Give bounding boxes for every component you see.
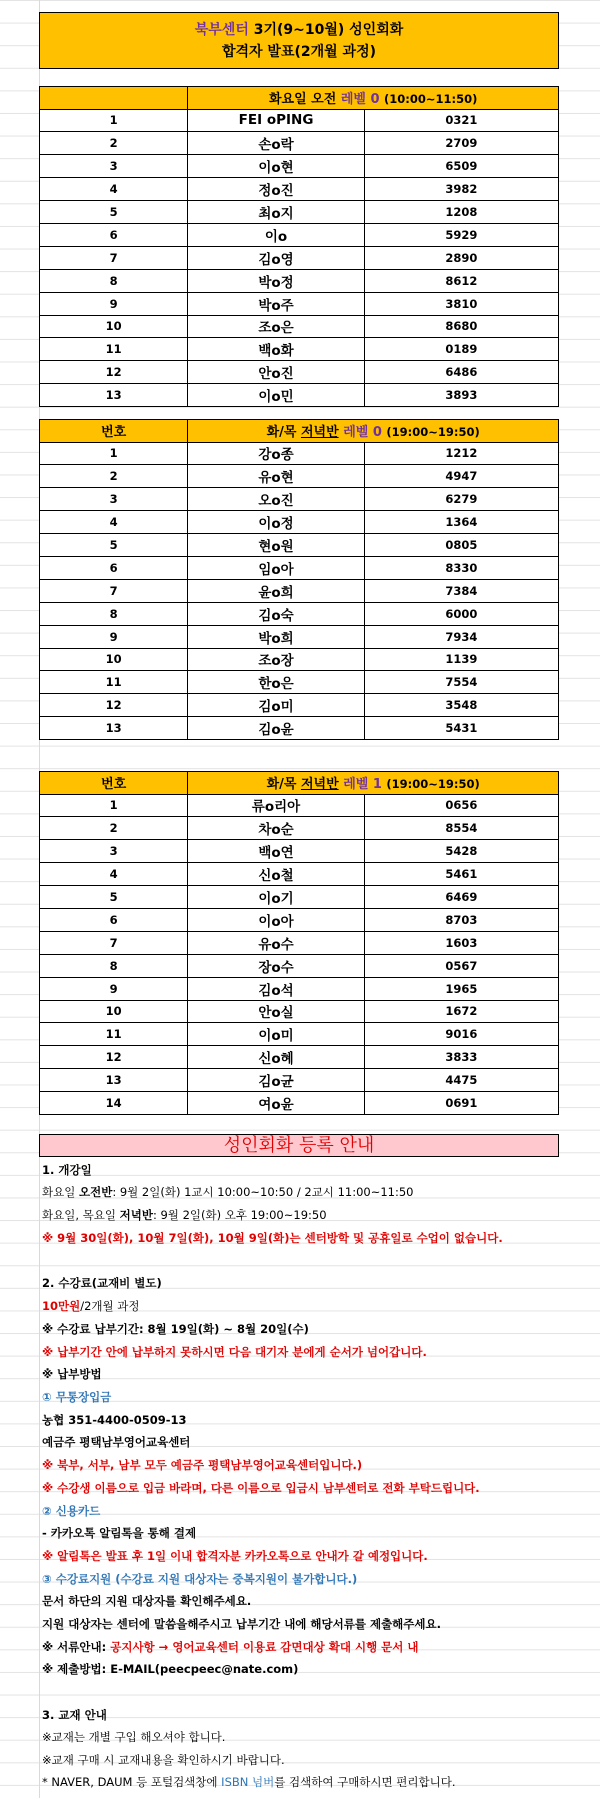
row-code: 0321 bbox=[364, 109, 558, 132]
row-code: 6509 bbox=[364, 155, 558, 178]
row-name: 박o희 bbox=[188, 625, 364, 648]
header-number: 번호 bbox=[40, 420, 188, 443]
row-code: 6000 bbox=[364, 602, 558, 625]
row-code: 1672 bbox=[364, 1000, 558, 1023]
table-row bbox=[40, 384, 559, 407]
table-row bbox=[40, 556, 559, 579]
table-row bbox=[40, 794, 559, 817]
table-row bbox=[40, 315, 559, 338]
table-row bbox=[40, 602, 559, 625]
row-name: 오o진 bbox=[188, 488, 364, 511]
row-number: 1 bbox=[40, 109, 188, 132]
row-number: 13 bbox=[40, 384, 188, 407]
row-name: 정o진 bbox=[188, 178, 364, 201]
table-row bbox=[40, 908, 559, 931]
row-number: 7 bbox=[40, 931, 188, 954]
s2-kakao: - 카카오톡 알림톡을 통해 결제 bbox=[42, 1526, 197, 1540]
row-number: 5 bbox=[40, 886, 188, 909]
table-row bbox=[40, 269, 559, 292]
registration-guide-title: 성인회화 등록 안내 bbox=[39, 1134, 559, 1157]
row-number: 2 bbox=[40, 465, 188, 488]
s2-holder: 예금주 평택남부영어교육센터 bbox=[42, 1435, 191, 1449]
row-name: FEI oPING bbox=[188, 109, 364, 132]
row-name: 이o bbox=[188, 223, 364, 246]
s2-email: ※ 제출방법: E-MAIL(peecpeec@nate.com) bbox=[42, 1662, 299, 1676]
row-code: 0805 bbox=[364, 534, 558, 557]
row-name: 이o정 bbox=[188, 511, 364, 534]
table-row bbox=[40, 109, 559, 132]
row-number: 5 bbox=[40, 201, 188, 224]
row-code: 8330 bbox=[364, 556, 558, 579]
row-number: 14 bbox=[40, 1092, 188, 1115]
row-number: 5 bbox=[40, 534, 188, 557]
row-number: 11 bbox=[40, 671, 188, 694]
row-name: 한o은 bbox=[188, 671, 364, 694]
s1-line1: 화요일 오전반: 9월 2일(화) 1교시 10:00~10:50 / 2교시 11:00~11:50 bbox=[42, 1185, 414, 1199]
row-number: 3 bbox=[40, 488, 188, 511]
row-name: 안o실 bbox=[188, 1000, 364, 1023]
row-name: 이o아 bbox=[188, 908, 364, 931]
row-name: 백o화 bbox=[188, 338, 364, 361]
table-row bbox=[40, 1000, 559, 1023]
row-name: 김o석 bbox=[188, 977, 364, 1000]
row-code: 0691 bbox=[364, 1092, 558, 1115]
row-code: 5428 bbox=[364, 840, 558, 863]
row-number: 9 bbox=[40, 625, 188, 648]
table-row bbox=[40, 840, 559, 863]
row-number: 3 bbox=[40, 155, 188, 178]
title-line2: 합격자 발표(2개월 과정) bbox=[221, 44, 376, 60]
header-class: 화요일 오전 레벨 0 (10:00~11:50) bbox=[188, 87, 559, 110]
results-table-tue-morning bbox=[39, 86, 559, 407]
s2-doc: 문서 하단의 지원 대상자를 확인해주세요. bbox=[42, 1594, 252, 1608]
row-name: 신o혜 bbox=[188, 1046, 364, 1069]
row-code: 1212 bbox=[364, 442, 558, 465]
header-number: 번호 bbox=[40, 772, 188, 795]
row-code: 8554 bbox=[364, 817, 558, 840]
row-name: 김o숙 bbox=[188, 602, 364, 625]
table-row bbox=[40, 579, 559, 602]
row-name: 박o정 bbox=[188, 269, 364, 292]
row-name: 조o장 bbox=[188, 648, 364, 671]
row-code: 0189 bbox=[364, 338, 558, 361]
row-code: 7384 bbox=[364, 579, 558, 602]
row-number: 7 bbox=[40, 246, 188, 269]
s2-method-support: ③ 수강료지원 (수강료 지원 대상자는 중복지원이 불가합니다.) bbox=[42, 1572, 358, 1586]
row-name: 최o지 bbox=[188, 201, 364, 224]
row-name: 조o은 bbox=[188, 315, 364, 338]
table-body bbox=[40, 109, 559, 407]
table-row bbox=[40, 201, 559, 224]
row-number: 2 bbox=[40, 132, 188, 155]
row-name: 유o수 bbox=[188, 931, 364, 954]
s2-fee: 10만원/2개월 과정 bbox=[42, 1299, 140, 1313]
table-row bbox=[40, 977, 559, 1000]
table-row bbox=[40, 178, 559, 201]
row-number: 8 bbox=[40, 954, 188, 977]
table-row bbox=[40, 534, 559, 557]
table-row bbox=[40, 671, 559, 694]
s2-method-bank: ① 무통장입금 bbox=[42, 1390, 112, 1404]
results-table-evening-level1 bbox=[39, 771, 559, 1115]
row-code: 7554 bbox=[364, 671, 558, 694]
table-row bbox=[40, 246, 559, 269]
row-number: 2 bbox=[40, 817, 188, 840]
row-name: 여o윤 bbox=[188, 1092, 364, 1115]
table-row bbox=[40, 511, 559, 534]
s2-doc-guide: ※ 서류안내: 공지사항 → 영어교육센터 이용료 감면대상 확대 시행 문서 내 bbox=[42, 1640, 419, 1654]
section3-title: 3. 교재 안내 bbox=[42, 1708, 107, 1722]
row-code: 5461 bbox=[364, 863, 558, 886]
row-code: 3982 bbox=[364, 178, 558, 201]
s2-note1: ※ 북부, 서부, 남부 모두 예금주 평택남부영어교육센터입니다.) bbox=[42, 1458, 363, 1472]
row-name: 김o영 bbox=[188, 246, 364, 269]
s2-period: ※ 수강료 납부기간: 8월 19일(화) ~ 8월 20일(수) bbox=[42, 1322, 309, 1336]
table-row bbox=[40, 717, 559, 740]
row-code: 8612 bbox=[364, 269, 558, 292]
table-row bbox=[40, 863, 559, 886]
table-body bbox=[40, 794, 559, 1114]
table-row bbox=[40, 931, 559, 954]
row-code: 2890 bbox=[364, 246, 558, 269]
row-number: 13 bbox=[40, 1069, 188, 1092]
announcement-title bbox=[39, 12, 559, 69]
s2-warning: ※ 납부기간 안에 납부하지 못하시면 다음 대기자 분에게 순서가 넘어갑니다. bbox=[42, 1345, 427, 1359]
s2-account: 농협 351-4400-0509-13 bbox=[42, 1413, 187, 1427]
table-row bbox=[40, 155, 559, 178]
table-row bbox=[40, 648, 559, 671]
row-code: 9016 bbox=[364, 1023, 558, 1046]
s2-submit: 지원 대상자는 센터에 말씀을해주시고 납부기간 내에 해당서류를 제출해주세요. bbox=[42, 1617, 441, 1631]
table-row bbox=[40, 886, 559, 909]
s3-line1: ※교재는 개별 구입 해오셔야 합니다. bbox=[42, 1730, 226, 1744]
row-name: 류o리아 bbox=[188, 794, 364, 817]
row-code: 5431 bbox=[364, 717, 558, 740]
row-code: 5929 bbox=[364, 223, 558, 246]
s2-method: ※ 납부방법 bbox=[42, 1367, 102, 1381]
row-name: 손o락 bbox=[188, 132, 364, 155]
row-name: 이o현 bbox=[188, 155, 364, 178]
row-code: 6469 bbox=[364, 886, 558, 909]
s2-note2: ※ 수강생 이름으로 입금 바라며, 다른 이름으로 입금시 남부센터로 전화 부탁드립니다. bbox=[42, 1481, 480, 1495]
table-row bbox=[40, 465, 559, 488]
row-number: 12 bbox=[40, 361, 188, 384]
row-name: 이o미 bbox=[188, 1023, 364, 1046]
s2-note3: ※ 알림톡은 발표 후 1일 이내 합격자분 카카오톡으로 안내가 갈 예정입니다. bbox=[42, 1549, 428, 1563]
row-name: 강o종 bbox=[188, 442, 364, 465]
row-name: 유o현 bbox=[188, 465, 364, 488]
row-code: 2709 bbox=[364, 132, 558, 155]
header-class: 화/목 저녁반 레벨 0 (19:00~19:50) bbox=[188, 420, 559, 443]
header-number bbox=[40, 87, 188, 110]
table-row bbox=[40, 694, 559, 717]
row-number: 9 bbox=[40, 977, 188, 1000]
row-name: 이o기 bbox=[188, 886, 364, 909]
row-number: 12 bbox=[40, 694, 188, 717]
row-name: 윤o희 bbox=[188, 579, 364, 602]
row-name: 박o주 bbox=[188, 292, 364, 315]
s3-line3: * NAVER, DAUM 등 포털검색창에 ISBN 넘버를 검색하여 구매하시면 편리합니다. bbox=[42, 1775, 456, 1789]
row-code: 1364 bbox=[364, 511, 558, 534]
row-number: 3 bbox=[40, 840, 188, 863]
table-row bbox=[40, 361, 559, 384]
row-code: 6486 bbox=[364, 361, 558, 384]
row-code: 3548 bbox=[364, 694, 558, 717]
row-number: 4 bbox=[40, 178, 188, 201]
center-name: 북부센터 bbox=[194, 22, 249, 38]
row-code: 4475 bbox=[364, 1069, 558, 1092]
row-name: 안o진 bbox=[188, 361, 364, 384]
row-name: 김o균 bbox=[188, 1069, 364, 1092]
s1-line2: 화요일, 목요일 저녁반: 9월 2일(화) 오후 19:00~19:50 bbox=[42, 1208, 327, 1222]
row-number: 10 bbox=[40, 315, 188, 338]
row-number: 10 bbox=[40, 648, 188, 671]
row-code: 1208 bbox=[364, 201, 558, 224]
row-code: 0656 bbox=[364, 794, 558, 817]
results-table-evening-level0 bbox=[39, 419, 559, 740]
row-code: 1965 bbox=[364, 977, 558, 1000]
row-number: 6 bbox=[40, 908, 188, 931]
row-code: 3833 bbox=[364, 1046, 558, 1069]
section2-title: 2. 수강료(교재비 별도) bbox=[42, 1276, 162, 1290]
title-line1: 3기(9~10월) 성인회화 bbox=[253, 22, 404, 38]
row-name: 현o원 bbox=[188, 534, 364, 557]
table-row bbox=[40, 132, 559, 155]
row-number: 10 bbox=[40, 1000, 188, 1023]
section1-title: 1. 개강일 bbox=[42, 1163, 92, 1177]
table-row bbox=[40, 223, 559, 246]
row-name: 임o아 bbox=[188, 556, 364, 579]
s3-line2: ※교재 구매 시 교재내용을 확인하시기 바랍니다. bbox=[42, 1753, 285, 1767]
table-row bbox=[40, 817, 559, 840]
row-name: 김o윤 bbox=[188, 717, 364, 740]
row-number: 1 bbox=[40, 794, 188, 817]
row-name: 김o미 bbox=[188, 694, 364, 717]
row-code: 8703 bbox=[364, 908, 558, 931]
table-header bbox=[40, 772, 559, 795]
row-number: 1 bbox=[40, 442, 188, 465]
row-number: 11 bbox=[40, 338, 188, 361]
row-number: 6 bbox=[40, 556, 188, 579]
row-code: 8680 bbox=[364, 315, 558, 338]
row-code: 1603 bbox=[364, 931, 558, 954]
row-number: 12 bbox=[40, 1046, 188, 1069]
table-body bbox=[40, 442, 559, 740]
table-row bbox=[40, 1023, 559, 1046]
row-code: 4947 bbox=[364, 465, 558, 488]
table-header bbox=[40, 420, 559, 443]
row-name: 차o순 bbox=[188, 817, 364, 840]
s2-method-card: ② 신용카드 bbox=[42, 1504, 101, 1518]
row-code: 3810 bbox=[364, 292, 558, 315]
row-code: 3893 bbox=[364, 384, 558, 407]
row-name: 백o연 bbox=[188, 840, 364, 863]
table-row bbox=[40, 292, 559, 315]
table-header bbox=[40, 87, 559, 110]
header-class: 화/목 저녁반 레벨 1 (19:00~19:50) bbox=[188, 772, 559, 795]
row-number: 4 bbox=[40, 511, 188, 534]
row-name: 장o수 bbox=[188, 954, 364, 977]
s1-holiday-note: ※ 9월 30일(화), 10월 7일(화), 10월 9일(화)는 센터방학 및 공휴일로 수업이 없습니다. bbox=[42, 1231, 503, 1245]
table-row bbox=[40, 954, 559, 977]
row-name: 이o민 bbox=[188, 384, 364, 407]
row-number: 13 bbox=[40, 717, 188, 740]
table-row bbox=[40, 625, 559, 648]
row-number: 4 bbox=[40, 863, 188, 886]
table-row bbox=[40, 1069, 559, 1092]
row-number: 7 bbox=[40, 579, 188, 602]
row-code: 1139 bbox=[364, 648, 558, 671]
table-row bbox=[40, 442, 559, 465]
row-number: 9 bbox=[40, 292, 188, 315]
table-row bbox=[40, 1046, 559, 1069]
row-code: 0567 bbox=[364, 954, 558, 977]
row-code: 7934 bbox=[364, 625, 558, 648]
table-row bbox=[40, 488, 559, 511]
table-row bbox=[40, 338, 559, 361]
row-code: 6279 bbox=[364, 488, 558, 511]
row-number: 11 bbox=[40, 1023, 188, 1046]
row-number: 8 bbox=[40, 602, 188, 625]
table-row bbox=[40, 1092, 559, 1115]
row-number: 6 bbox=[40, 223, 188, 246]
row-name: 신o철 bbox=[188, 863, 364, 886]
row-number: 8 bbox=[40, 269, 188, 292]
